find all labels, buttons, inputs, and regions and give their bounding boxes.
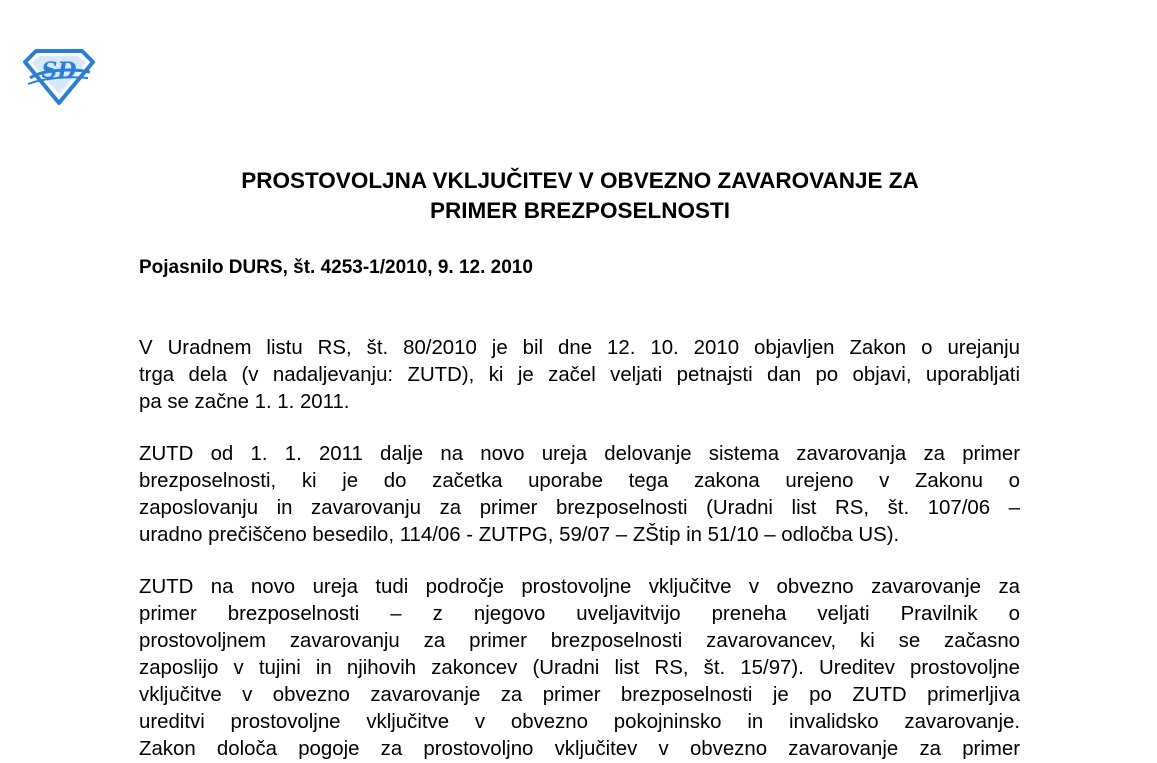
- paragraph-line: brezposelnosti, ki je do začetka uporabe tega zakona urejeno v Zakonu o: [139, 470, 1020, 492]
- document-subtitle: Pojasnilo DURS, št. 4253-1/2010, 9. 12. 2010: [139, 257, 533, 278]
- paragraph-line: trga dela (v nadaljevanju: ZUTD), ki je začel veljati petnajsti dan po objavi, uporabljati: [139, 364, 1020, 386]
- paragraph-line: ZUTD na novo ureja tudi področje prostovoljne vključitve v obvezno zavarovanje za: [139, 576, 1020, 598]
- document-title-line-1: PROSTOVOLJNA VKLJUČITEV V OBVEZNO ZAVAROVANJE ZA: [241, 168, 919, 193]
- paragraph-line: primer brezposelnosti – z njegovo uveljavitvijo preneha veljati Pravilnik o: [139, 603, 1020, 625]
- paragraph-1: [139, 335, 1020, 416]
- paragraph-3: [139, 574, 1020, 763]
- document-title-line-2: PRIMER BREZPOSELNOSTI: [429, 198, 731, 223]
- paragraph-line: zaposlijo v tujini in njihovih zakoncev (Uradni list RS, št. 15/97). Ureditev prostovoljne: [139, 657, 1020, 679]
- paragraph-line: Zakon določa pogoje za prostovoljno vključitev v obvezno zavarovanje za primer: [139, 738, 1020, 760]
- logo-letters: SD: [41, 58, 77, 84]
- paragraph-line: ZUTD od 1. 1. 2011 dalje na novo ureja delovanje sistema zavarovanja za primer: [139, 443, 1020, 465]
- paragraph-line: pa se začne 1. 1. 2011.: [139, 391, 350, 413]
- sd-diamond-logo-icon: [22, 48, 96, 106]
- paragraph-line: zaposlovanju in zavarovanju za primer brezposelnosti (Uradni list RS, št. 107/06 –: [139, 497, 1020, 519]
- paragraph-line: vključitve v obvezno zavarovanje za primer brezposelnosti je po ZUTD primerljiva: [139, 684, 1020, 706]
- paragraph-line: prostovoljnem zavarovanju za primer brezposelnosti zavarovancev, ki se začasno: [139, 630, 1020, 652]
- paragraph-line: V Uradnem listu RS, št. 80/2010 je bil dne 12. 10. 2010 objavljen Zakon o urejanju: [139, 337, 1020, 359]
- paragraph-line: uradno prečiščeno besedilo, 114/06 - ZUTPG, 59/07 – ZŠtip in 51/10 – odločba US).: [139, 524, 900, 546]
- paragraph-line: ureditvi prostovoljne vključitve v obvezno pokojninsko in invalidsko zavarovanje.: [139, 711, 1020, 733]
- paragraph-2: [139, 441, 1020, 549]
